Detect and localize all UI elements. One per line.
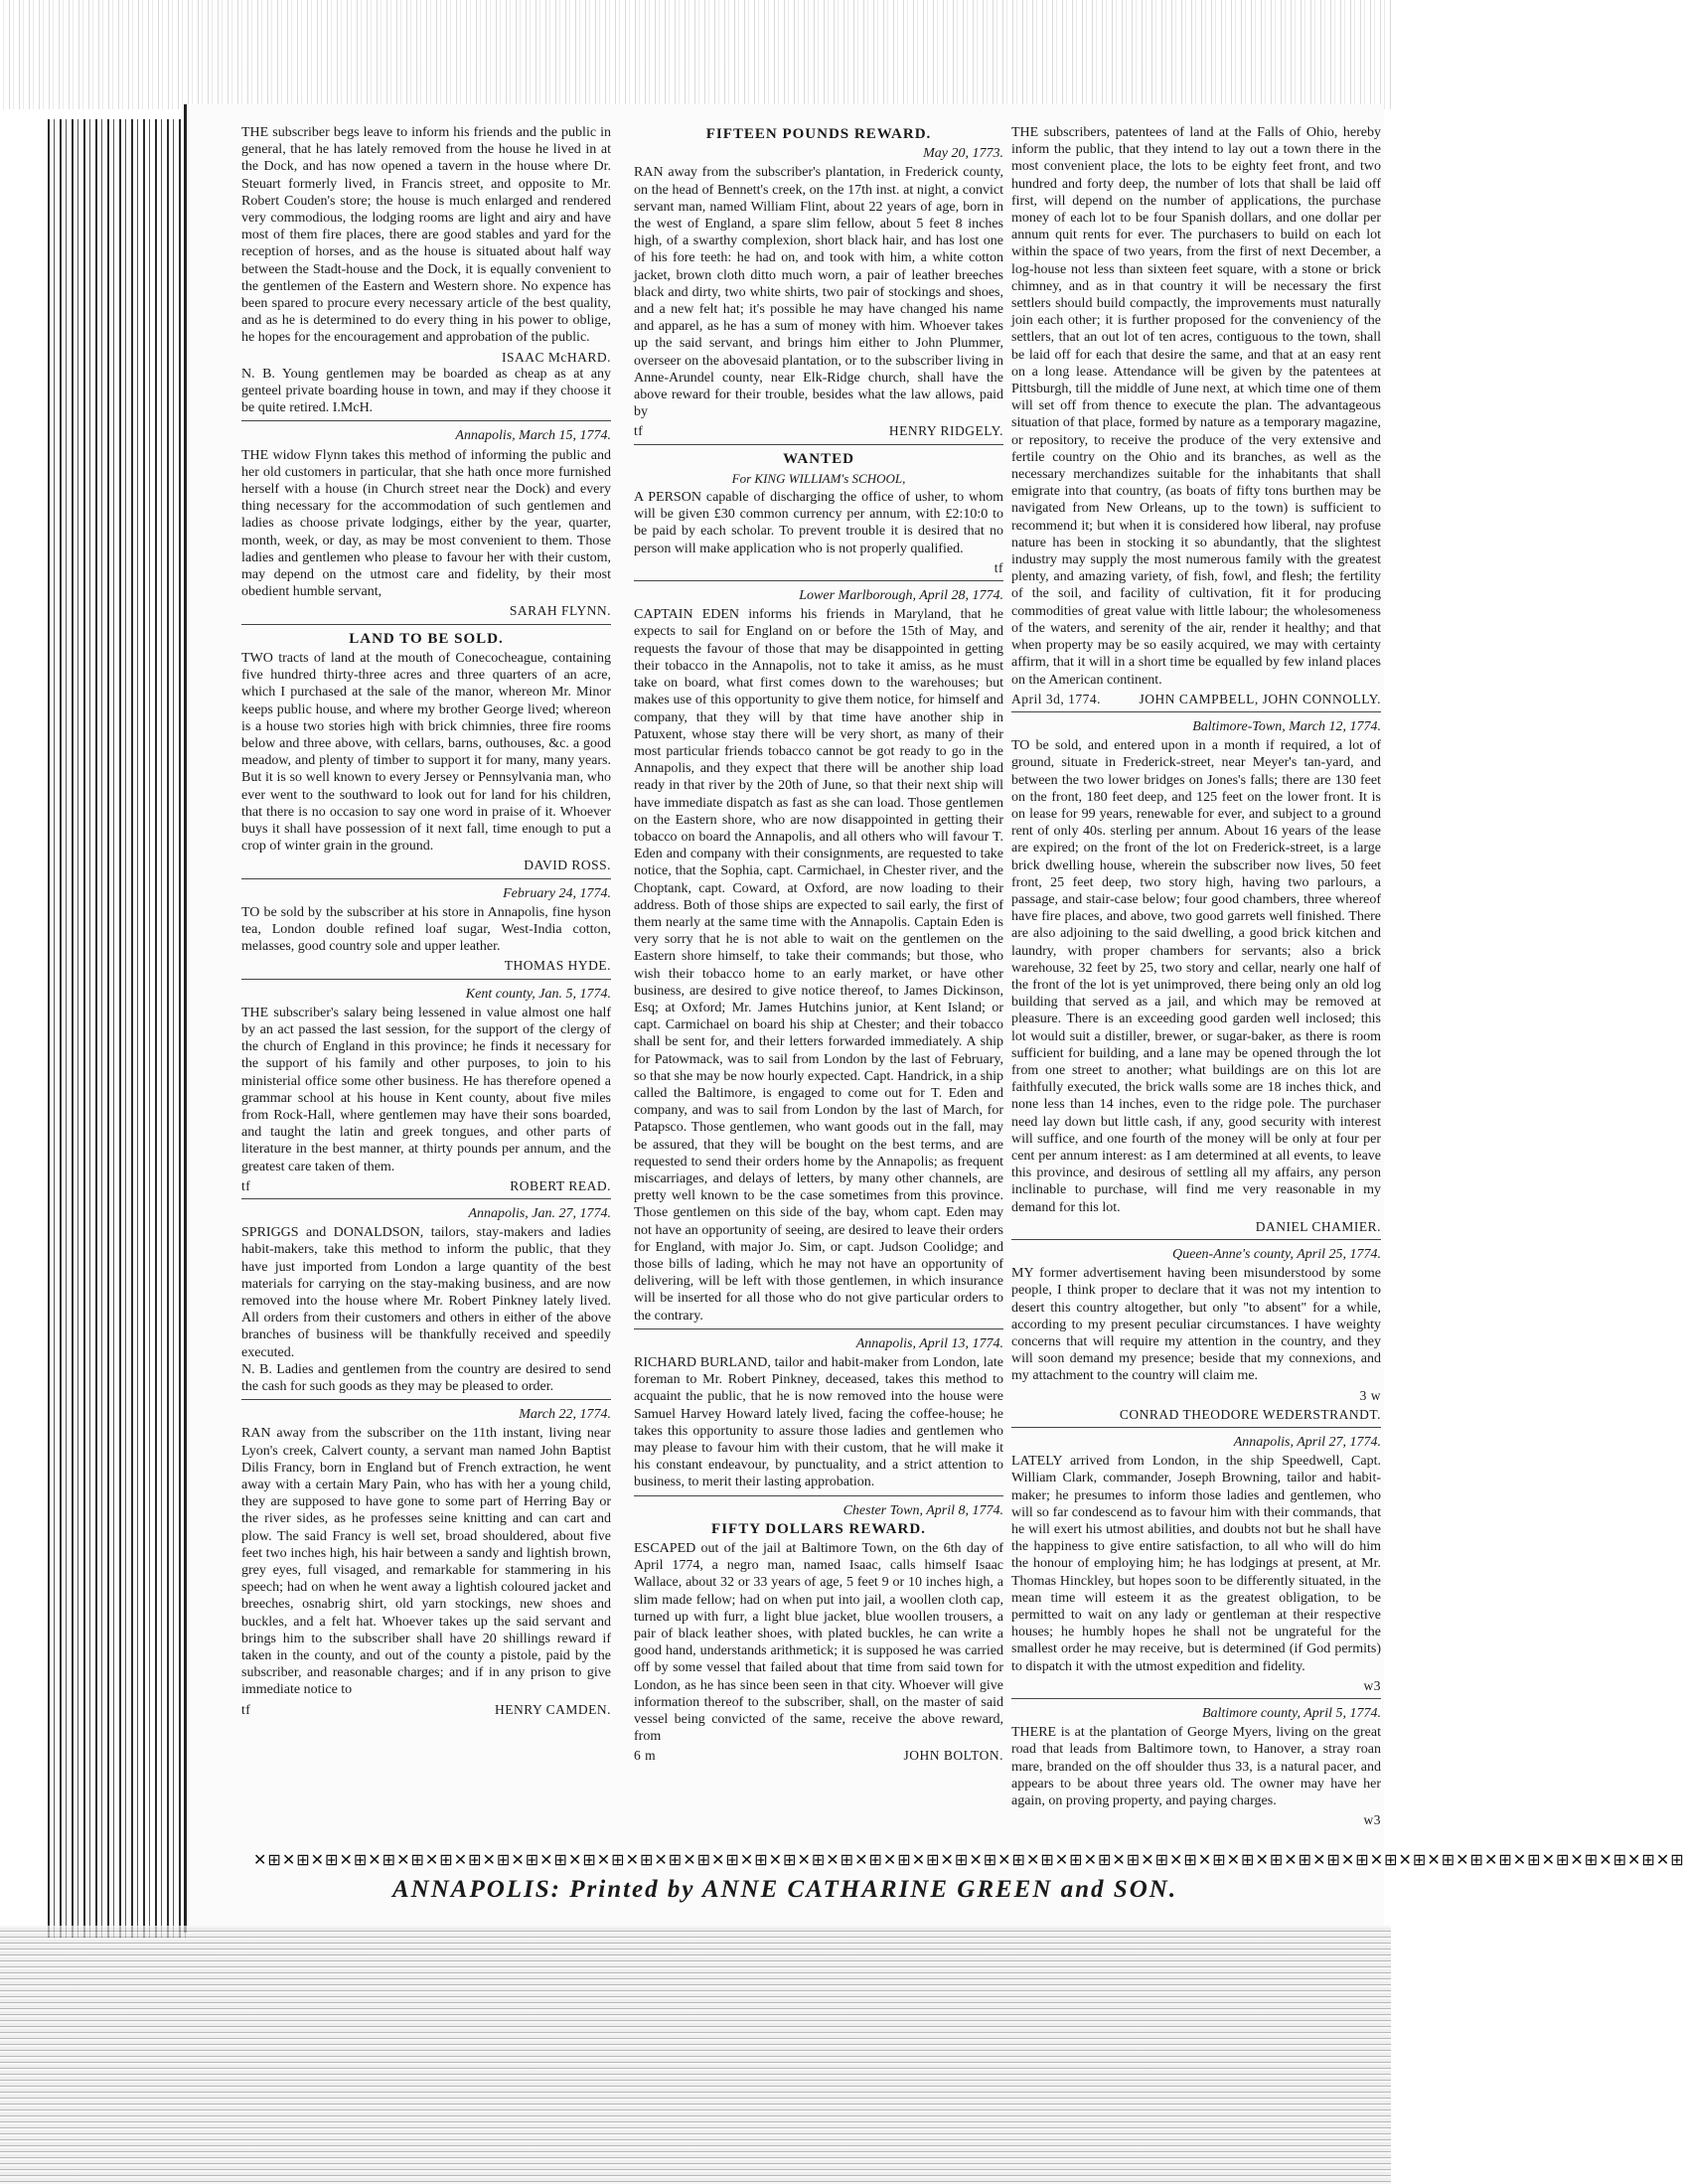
ad-mark: tf [634, 423, 644, 439]
column-3 [1011, 124, 1381, 1839]
ad-text: THE subscriber's salary being lessened in value almost one half by an act passed the last session, for the support of the clergy of the church of England in this province; he finds it necessary for the support of his family and other purposes, to join to his ministerial office some other business. He has therefore opened a grammar school at his house in Kent county, about five miles from Rock-Hall, where gentlemen may have their sons boarded, and taught the latin and greek tongues, and other parts of literature in the best manner, at thirty pounds per annum, and the greatest care taken of them. [241, 1005, 611, 1174]
ad-signature-line [241, 1177, 611, 1194]
advertisement-isaac-mchard [241, 124, 611, 421]
advertisement-captain-eden [634, 587, 1003, 1329]
ad-text: ESCAPED out of the jail at Baltimore Town, on the 6th day of April 1774, a negro man, named Isaac, calls himself Isaac Wallace, about 32 or 33 years of age, 5 feet 9 or 10 inches high, a slim made fellow; had on when put into jail, a woollen cloth cap, turned up with furr, a light blue jacket, blue woollen trousers, a pair of black leather shoes, with plated buckles, he can write a good hand, understands arithmetick; it is supposed he was carried off by some vessel that failed about that time from said town for London, as he has since been seen in that city. Whoever will give information thereof to the subscriber, shall, on the master of said vessel being convicted of the same, receive the above reward, from [634, 1541, 1003, 1745]
ad-text: THE subscriber begs leave to inform his friends and the public in general, that he has lately removed from the house he lived in at the Dock, and has now opened a tavern in the house where Dr. Steuart formerly lived, in Francis street, and opposite to Mr. Robert Couden's store; the house is much enlarged and rendered very commodious, the lodging rooms are light and airy and have most of them fire places, there are good stables and yard for the reception of horses, and as the house is situated about half way between the Stadt-house and the Dock, it is equally convenient to the gentlemen of the Eastern and Western shore. No expence has been spared to procure every necessary article of the best quality, and as he is determined to do every thing in his power to oblige, he hopes for the encouragement and approbation of the public. [241, 125, 611, 346]
ad-note: N. B. Ladies and gentlemen from the country are desired to send the cash for such goods as they may be pleased to order. [241, 1361, 611, 1395]
ad-signature: ISAAC McHARD. [501, 349, 611, 365]
ad-signature: HENRY RIDGELY. [888, 423, 1003, 439]
advertisement-henry-camden [241, 1406, 611, 1722]
ad-mark: tf [994, 559, 1003, 575]
ad-date: Kent county, Jan. 5, 1774. [465, 986, 611, 1002]
ad-date: Annapolis, April 27, 1774. [1233, 1435, 1381, 1451]
ad-heading: FIFTEEN POUNDS REWARD. [705, 126, 932, 142]
ad-text: RICHARD BURLAND, tailor and habit-maker from London, late foreman to Mr. Robert Pinkney, deceased, takes this method to acquaint the public, that he is now removed into the house were Samuel Harvey Howard lately lived, facing the coffee-house; he takes this opportunity to assure those ladies and gentlemen who may please to favour him with their custom, that he will make it his constant endeavour, by punctuality, and a strict attention to business, to merit their lasting approbation. [634, 1355, 1003, 1490]
ad-date: Baltimore county, April 5, 1774. [1201, 1706, 1381, 1722]
ad-mark: 3 w [1359, 1387, 1381, 1403]
ad-signature-line [241, 1701, 611, 1718]
advertisement-sarah-flynn [241, 427, 611, 624]
ad-text: LATELY arrived from London, in the ship Speedwell, Capt. William Clark, commander, Joseph Browning, tailor and habit-maker; he presumes to inform those ladies and gentlemen, who will so far condescend as to favour him with their commands, that he will exert his utmost abilities, and doubts not but he shall have the happiness to give entire satisfaction, to all who will do him the honour of employing him; he has lodgings at present, at Mr. Thomas Hinckley, but hopes soon to be differently situated, in the mean time will esteem it as the greatest obligation, to be permitted to wait on any lady or gentleman at their respective houses; he humbly hopes he shall not be ungrateful for the smallest order he may receive, but is determined (if God permits) to dispatch it with the utmost expedition and fidelity. [1011, 1454, 1381, 1674]
ad-text: RAN away from the subscriber on the 11th instant, living near Lyon's creek, Calvert county, a servant man named John Baptist Dilis Francy, born in England but of French extraction, he went away with a certain Mary Pain, who has with her a young child, they are supposed to have gone to some part of Herring Bay or the river sides, as he professes seine knitting and can cart and plow. The said Francy is well set, broad shouldered, about five feet two inches high, his hair between a sandy and lightish brown, grey eyes, full visaged, and remarkable for stammering in his speech; had on when he went away a lightish coloured jacket and breeches, osnabrig shirt, old yarn stockings, new shoes and buckles, and a felt hat. Whoever takes up the said servant and brings him to the subscriber shall have 20 shillings reward if taken in the county, and out of the county a pistole, paid by the subscriber, and reasonable charges; and if in any prison to give immediate notice to [241, 1426, 611, 1698]
ad-text: MY former advertisement having been misunderstood by some people, I think proper to declare that it was not my intention to desert this country altogether, but only "to absent" for a while, according to my present peculiar circumstances. I have weighty concerns that will require my attention in the country, and they will soon demand my presence; beside that my connexions, and my attachment to the country will claim me. [1011, 1266, 1381, 1384]
printer-imprint: ANNAPOLIS: Printed by ANNE CATHARINE GREEN and SON. [392, 1876, 1178, 1903]
book-page-edges [48, 119, 187, 1938]
newspaper-page [184, 104, 1685, 1933]
ad-text: CAPTAIN EDEN informs his friends in Maryland, that he expects to sail for England on or before the 15th of May, and requests the favour of those that may be disappointed in getting their tobacco in the Annapolis, not to take it amiss, as he must take on board, what first comes down to the warehouses; but makes use of this opportunity to give them notice, for himself and company, that they will by that time have another ship in Patuxent, whose stay there will be very short, as many of their most particular friends tobacco cannot be got ready to go in the Annapolis, and they expect that there will be another ship load ready in that river by the 20th of June, so that their next ship will have immediate dispatch as fast as she can load. Those gentlemen on the Eastern shore, who are now disappointed in getting their tobacco on board the Annapolis, and all others who will favour T. Eden and company with their consignments, are requested to take notice, that the Sophia, capt. Carmichael, in Chester river, and the Choptank, capt. Coward, at Oxford, are now loading to their address. Both of those ships are expected to sail early, the first of them nearly at the same time with the Annapolis. Captain Eden is very sorry that he is not able to wait on the gentlemen on the Eastern shore himself, to take their commands; but those, who wish their tobacco home to an early market, or have other business, are desired to give notice thereof, to James Dickinson, Esq; at Oxford; Mr. James Hutchins junior, at Kent Island; or capt. Carmichael on board his ship at Chester; and their tobacco shall be sent for, and their letters forwarded immediately. A ship for Patowmack, was to sail from London by the last of February, so that she may be now hourly expected. Capt. Handrick, in a ship called the Baltimore, is engaged to come out for T. Eden and company, and was to sail from London by the last of March, for Patapsco. Those gentlemen, who want goods out in the fall, may be assured, that they will be bought on the best terms, and are requested to send their orders home by the Annapolis; as frequent miscarriages, and delays of letters, by many other channels, are pretty well known to be the case sometimes from this province. Those gentlemen on this side of the bay, whom capt. Eden may not have an opportunity of seeing, are desired to leave their orders for England, with major Jo. Sim, or capt. Judson Coolidge; and those bills of lading, which he may not have an opportunity of delivering, will be left with those gentlemen, in which insurance will be inserted for all those who do not give particular orders to the contrary. [634, 607, 1003, 1324]
advertisement-daniel-chamier [1011, 718, 1381, 1240]
ad-date: Annapolis, March 15, 1774. [455, 428, 611, 444]
advertisement-thomas-hyde [241, 885, 611, 980]
scan-bottom-noise [0, 1926, 1391, 2184]
ad-text: SPRIGGS and DONALDSON, tailors, stay-makers and ladies habit-makers, take this method to inform the public, that they have just imported from London a large quantity of the best materials for carrying on the stay-making business, and are now removed into the house where Mr. Robert Pinkney lately lived. All orders from their customers and others in either of the above branches of business will be thankfully received and speedily executed. [241, 1225, 611, 1360]
ad-signature: THOMAS HYDE. [504, 958, 611, 974]
ad-signature: DANIEL CHAMIER. [1255, 1218, 1381, 1234]
ad-text: THE subscribers, patentees of land at the Falls of Ohio, hereby inform the public, that they intend to lay out a town there in the most convenient place, the lots to be eighty feet front, and two hundred and forty deep, the number of lots that shall be laid off first, will depend on the number of applications, the purchase money of each lot to be four Spanish dollars, and one dollar per annum quit rents for ever. The purchasers to build on each lot within the space of two years, from the first of next December, a log-house not less than sixteen feet square, with a stone or brick chimney, and as in that country it will be necessary the first settlers should build compactly, the improvements must naturally join each other; it is further proposed for the conveniency of the settlers, that an out lot of ten acres, contiguous to the town, shall be laid off for each that desire the same, and that at an easy rent on a long lease. Attendance will be given by the patentees at Pittsburgh, till the middle of June next, at which time one of them will set off from thence to execute the plan. The advantageous situation of that place, formed by nature as a temporary magazine, or repository, to receive the produce of the very extensive and fertile country on the Ohio and its branches, as well as the necessary merchandizes suitable for the inhabitants that shall emigrate into that country, (as boats of fifty tons burthen may be navigated from New Orleans, up to the town) is sufficient to recommend it; but when it is considered how liberal, nay profuse nature has been in stocking it so abundantly, that the slightest industry may supply the most numerous family with the greatest plenty, and amazing variety, of fish, fowl, and flesh; the fertility of the soil, and facility of cultivation, fit it for producing commodities of great value with little labour; the wholesomeness of the waters, and serenity of the air, render it healthy; and that when property may be so easily acquired, we may with certainty affirm, that it will in a short time be equalled by few inland places on the American continent. [1011, 125, 1381, 688]
ad-mark: tf [241, 1177, 251, 1193]
ad-date: March 22, 1774. [519, 1407, 611, 1423]
advertisement-stray-mare [1011, 1705, 1381, 1832]
advertisement-spriggs-donaldson [241, 1205, 611, 1400]
ad-date: April 3d, 1774. [1011, 691, 1101, 706]
ad-text: A PERSON capable of discharging the office of usher, to whom will be given £30 common currency per annum, with £2:10:0 to be paid by each scholar. To prevent trouble it is desired that no person will make application who is not properly qualified. [634, 490, 1003, 556]
ad-date: Baltimore-Town, March 12, 1774. [1192, 718, 1381, 734]
ad-mark: 6 m [634, 1748, 657, 1764]
ad-heading: WANTED [783, 450, 854, 467]
ad-signature: SARAH FLYNN. [509, 603, 611, 619]
advertisement-richard-burland [634, 1335, 1003, 1496]
ad-mark: w3 [1363, 1677, 1381, 1693]
advertisement-falls-of-ohio [1011, 124, 1381, 712]
ad-signature: JOHN BOLTON. [903, 1748, 1003, 1764]
ad-heading: FIFTY DOLLARS REWARD. [711, 1520, 926, 1537]
advertisement-henry-ridgely [634, 126, 1003, 445]
ad-date: Lower Marlborough, April 28, 1774. [799, 588, 1003, 604]
ad-mark: tf [241, 1701, 251, 1717]
scan-top-noise [0, 0, 1391, 109]
advertisement-joseph-browning [1011, 1434, 1381, 1699]
ad-text: THE widow Flynn takes this method of informing the public and her old customers in particular, that she hath once more furnished herself with a house (in Church street near the Dock) and every thing necessary for the accommodation of such gentlemen and ladies as choose private lodgings, either by the year, quarter, month, week, or day, as may be most convenient to them. Those ladies and gentlemen who please to favour her with their custom, may depend on the utmost care and fidelity, by their most obedient humble servant, [241, 447, 611, 600]
ad-note: N. B. Young gentlemen may be boarded as cheap as at any genteel private boarding house in town, and may if they choose it be quite retired. I.McH. [241, 366, 611, 416]
ad-signature-line [634, 1747, 1003, 1764]
ad-signature: JOHN CAMPBELL, JOHN CONNOLLY. [1139, 691, 1381, 706]
ad-date: February 24, 1774. [503, 885, 611, 901]
ad-date: Annapolis, Jan. 27, 1774. [468, 1205, 611, 1221]
ad-signature: HENRY CAMDEN. [494, 1701, 611, 1717]
ad-text: TO be sold by the subscriber at his store in Annapolis, fine hyson tea, London double refined loaf sugar, West-India cotton, melasses, good country sole and upper leather. [241, 904, 611, 955]
ad-signature: DAVID ROSS. [524, 858, 611, 873]
ad-subheading: For KING WILLIAM's SCHOOL, [731, 470, 906, 486]
ad-date: Queen-Anne's county, April 25, 1774. [1172, 1247, 1381, 1262]
ad-signature: ROBERT READ. [510, 1177, 611, 1193]
column-2 [634, 124, 1003, 1775]
advertisement-david-ross [241, 631, 611, 879]
column-1 [241, 124, 611, 1728]
ad-signature: CONRAD THEODORE WEDERSTRANDT. [1119, 1406, 1381, 1422]
ornamental-rule: ✕⊞✕⊞✕⊞✕⊞✕⊞✕⊞✕⊞✕⊞✕⊞✕⊞✕⊞✕⊞✕⊞✕⊞✕⊞✕⊞✕⊞✕⊞✕⊞✕⊞✕⊞✕⊞✕⊞✕⊞✕⊞✕⊞✕⊞✕⊞✕⊞✕⊞✕⊞✕⊞✕⊞✕⊞✕⊞✕⊞✕⊞✕⊞✕⊞✕⊞✕⊞✕⊞✕⊞✕⊞✕⊞✕⊞✕⊞✕⊞✕⊞✕⊞ [253, 1850, 1685, 1869]
advertisement-john-bolton [634, 1502, 1003, 1769]
ad-text: RAN away from the subscriber's plantation, in Frederick county, on the head of Bennett's creek, on the 17th inst. at night, a convict servant man, named William Flint, about 22 years of age, born in the west of England, a spare slim fellow, about 5 feet 8 inches high, of a swarthy complexion, short black hair, and has lost one of his fore teeth: he had on, and took with him, a white cotton jacket, brown cloth ditto much worn, a pair of leather breeches black and dirty, two white shirts, two pair of stockings and shoes, and a new felt hat; it's possible he may have changed his name and apparel, as he has a sum of money with him. Whoever takes up the said servant, and brings him either to John Plummer, overseer on the abovesaid plantation, or to the subscriber living in Anne-Arundel county, near Elk-Ridge church, shall have the above reward for their trouble, besides what the law allows, paid by [634, 165, 1003, 420]
ad-date: May 20, 1773. [923, 146, 1003, 162]
ad-signature-line [1011, 691, 1381, 707]
advertisement-wanted-usher [634, 451, 1003, 581]
ad-heading: LAND TO BE SOLD. [349, 630, 504, 647]
ad-text: TWO tracts of land at the mouth of Conecocheague, containing five hundred thirty-three acres and three quarters of an acre, which I purchased at the sale of the manor, whereon Mr. Minor keeps public house, and where my brother George lived; whereon is a house two stories high with brick chimnies, three fire rooms below and three above, with cellars, barns, outhouses, &c. a good meadow, and plenty of timber to support it for many, many years. But it is so well known to every Jersey or Pennsylvania man, who ever went to the southward to look out for land for his children, that there is no occasion to say one word in praise of it. Whoever buys it shall have possession of it next fall, time enough to put a crop of winter grain in the ground. [241, 650, 611, 855]
ad-text: THERE is at the plantation of George Myers, living on the great road that leads from Baltimore town, to Hanover, a stray roan mare, branded on the off shoulder thus 33, is a natural pacer, and appears to be about three years old. The owner may have her again, on proving property, and paying charges. [1011, 1725, 1381, 1809]
ad-text: TO be sold, and entered upon in a month if required, a lot of ground, situate in Frederick-street, near Meyer's tan-yard, and between the two lower bridges on Jones's falls; there are 130 feet on the front, 180 feet deep, and 125 feet on the lower front. It is on lease for 99 years, renewable for ever, and subject to a ground rent of only 40s. sterling per annum. About 16 years of the lease are expired; on the front of the lot on Frederick-street, is a large brick dwelling house, wherein the subscriber now lives, 50 feet front, 25 feet deep, two story high, having two parlours, a passage, and stair-case below; four good chambers, three whereof have fire places, and above, two good garrets well finished. There are also adjoining to the said dwelling, a good brick kitchen and laundry, with proper chambers for servants; also a brick warehouse, 32 feet by 25, two story and cellar, nearly one half of the front of the lot is yet unimproved, there being only an old log building that served as a jail, and which may be removed at pleasure. There is an exceeding good garden well inclosed; this lot would suit a distiller, brewer, or sugar-baker, as there is room sufficient for building, and a lane may be opened through the lot from one street to another; what buildings are on this lot are faithfully executed, the brick walls some are 18 inches thick, and none less than 14 inches, even to the ridge pole. The purchaser need lay down but little cash, if any, good security with interest will suffice, and one fourth of the money will be only at four per cent per annum interest: as I am determined at all events, to leave this province, and desirous of settling all my affairs, any person inclinable to purchase, will find me very reasonable in my demand for this lot. [1011, 738, 1381, 1215]
ad-date: Annapolis, April 13, 1774. [855, 1335, 1003, 1351]
ad-mark: w3 [1363, 1812, 1381, 1828]
ad-date: Chester Town, April 8, 1774. [842, 1502, 1003, 1518]
advertisement-wederstrandt [1011, 1246, 1381, 1428]
advertisement-robert-read [241, 986, 611, 1199]
ad-signature-line [634, 422, 1003, 439]
